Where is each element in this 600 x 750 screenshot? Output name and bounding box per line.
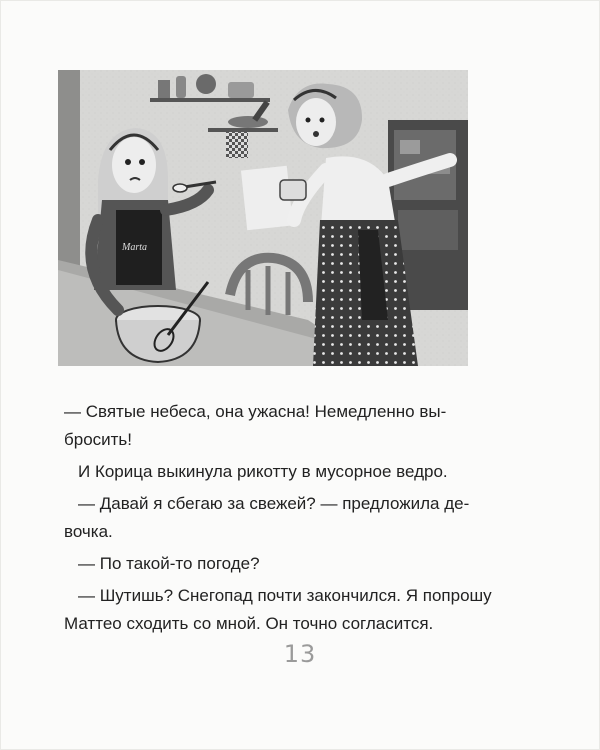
kitchen-illustration [58, 70, 468, 366]
story-text [64, 398, 494, 638]
paragraph-3: — Давай я сбегаю за свежей? — предложила девочка. [64, 494, 470, 541]
paragraph-5: — Шутишь? Снегопад почти закончился. Я попрошу Маттео сходить со мной. Он точно согласится. [64, 586, 492, 633]
page-number: 13 [283, 640, 317, 668]
kitchen-scene-drawing [58, 70, 468, 366]
apron-label: Marta [122, 242, 147, 253]
paragraph-4: — По такой-то погоде? [78, 554, 260, 573]
paragraph-2: И Корица выкинула рикотту в мусорное ведро. [78, 462, 448, 481]
paragraph-1: — Святые небеса, она ужасна! Немедленно выбросить! [64, 402, 447, 449]
